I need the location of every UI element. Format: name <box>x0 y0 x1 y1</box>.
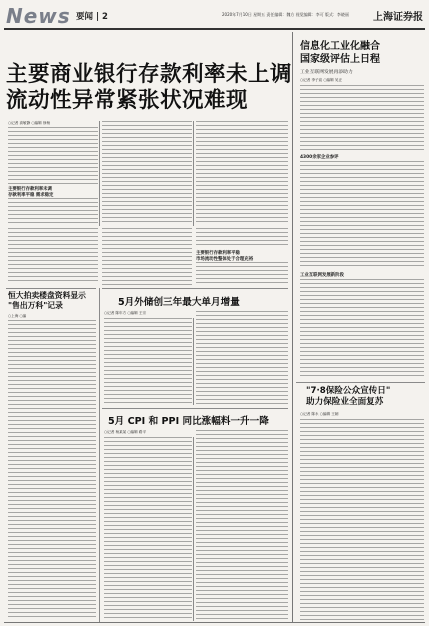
side-subtitle: 工业互联网发展再添助力 <box>300 70 353 75</box>
left-article-title <box>8 291 100 311</box>
main-headline <box>6 62 296 114</box>
main-subhead-2: 存款利率平稳 需求稳定 <box>8 193 54 198</box>
side-text-2 <box>300 161 424 269</box>
side-title-line-2: 国家级评估上日程 <box>300 54 380 65</box>
main-byline: ○记者 高敏静 ○编辑 徐杨 <box>8 121 51 125</box>
left-title-line-1: 恒大拍卖楼盘资料显示 <box>8 291 86 300</box>
side-text-4 <box>300 419 424 620</box>
main-subhead-4: 市场流动性整体处于合理充裕 <box>196 257 254 262</box>
article-a-byline: ○记者 陈年方 ○编辑 王宗 <box>104 311 147 315</box>
main-text-col-3-cont <box>196 228 288 248</box>
main-text-col-1c <box>8 228 98 283</box>
left-title-line-2: "售出万科"记录 <box>8 301 63 310</box>
section-label: 要闻 | 2 <box>76 12 108 22</box>
footer-rule <box>4 622 425 623</box>
side-article-2-title <box>306 386 424 408</box>
side-article-title <box>300 40 424 66</box>
headline-line-2: 流动性异常紧张状况难现 <box>6 88 249 113</box>
headline-line-1: 主要商业银行存款利率未上调 <box>6 62 293 87</box>
main-subhead-3: 主要银行存款利率平稳 <box>196 251 240 256</box>
brand-logo: News <box>6 4 71 28</box>
header-rule <box>4 28 425 30</box>
page-header <box>4 4 425 26</box>
column-divider <box>193 121 194 226</box>
side-subhead-2: 工业互联网发展新阶段 <box>300 273 344 278</box>
header-meta: 2020年7月10日 星期五 责任编辑：魏方 视觉编辑：李可 版式：李晓丽 <box>222 12 349 17</box>
main-text-col-3 <box>196 121 288 225</box>
left-article-text <box>8 320 96 620</box>
left-article-rule <box>6 288 96 289</box>
main-text-col-3-cont2 <box>196 262 288 286</box>
paper-name: 上海证券报 <box>373 12 423 23</box>
side-subhead-1: 4300余家企业参评 <box>300 155 339 160</box>
article-a-text-col-2 <box>196 311 288 404</box>
left-article-byline: ○上海 ○编 <box>8 314 27 318</box>
side-title2-line-2: 助力保险业全面复苏 <box>306 397 384 407</box>
main-text-col-1a <box>8 127 98 184</box>
main-text-col-1b <box>8 198 98 226</box>
column-divider <box>193 318 194 405</box>
article-b-byline: ○记者 杨某某 ○编辑 路平 <box>104 430 147 434</box>
main-text-col-2 <box>102 121 192 225</box>
side-article-2-byline: ○记者 陈永 ○编辑 王朝 <box>300 412 339 416</box>
side-byline: ○记者 李子宸 ○编辑 吴正 <box>300 78 343 82</box>
article-b-rule <box>102 408 288 409</box>
side-text-1 <box>300 85 424 151</box>
main-subhead-1: 主要银行存款利率未调 <box>8 187 52 192</box>
article-b-title: 5月 CPI 和 PPI 同比涨幅料一升一降 <box>108 416 269 427</box>
article-a-rule <box>102 288 288 289</box>
column-divider <box>99 288 100 622</box>
column-divider <box>99 121 100 226</box>
side-title-line-1: 信息化工业化融合 <box>300 41 380 52</box>
main-text-col-2-cont <box>102 228 192 286</box>
side-title2-line-1: "7·8保险公众宣传日" <box>306 386 391 396</box>
article-a-text-col-1 <box>104 318 192 404</box>
right-column-divider <box>292 32 293 622</box>
article-b-text-col-2 <box>196 430 288 620</box>
column-divider <box>193 437 194 621</box>
article-b-text-col-1 <box>104 437 192 620</box>
side-article-2-rule <box>296 382 425 383</box>
side-text-3 <box>300 279 424 379</box>
article-a-title: 5月外储创三年最大单月增量 <box>118 297 240 308</box>
